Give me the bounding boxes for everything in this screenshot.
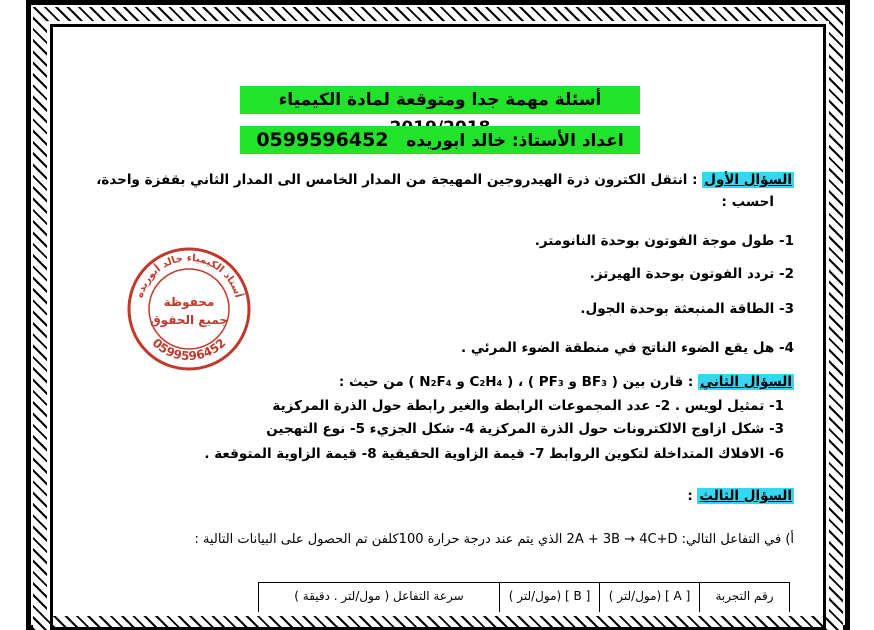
q1-line: السؤال الأول : انتقل الكترون ذرة الهيدروجين المهيجة من المدار الخامس الى المدار الثاني بقفزة واحدة،: [96, 172, 792, 188]
q1-item-2: 2- تردد الفوتون بوحدة الهيرتز.: [589, 266, 794, 282]
table-header-cell: [ B ] (مول/لتر ): [499, 583, 599, 612]
stamp-center-2: جميع الحقوق: [149, 313, 229, 327]
data-table-header: [258, 582, 790, 612]
table-header-cell: رقم التجربة: [699, 583, 789, 612]
q3-text: أ) في التفاعل التالي: 2A + 3B → 4C+D الذي يتم عند درجة حرارة 100كلفن تم الحصول على البيانات التالية :: [194, 532, 794, 547]
author-line: [240, 126, 640, 154]
q2-item-2: 3- شكل ازاوج الالكترونات حول الذرة المركزية 4- شكل الجزيء 5- نوع التهجين: [266, 421, 784, 437]
author-phone: 0599596452: [256, 129, 389, 151]
stamp-bottom-text: 0599596452: [149, 335, 229, 364]
q1-item-4: 4- هل يقع الضوء الناتج في منطقة الضوء المرئي .: [461, 340, 794, 356]
q3-line: السؤال الثالث :: [687, 488, 792, 504]
q2-item-1: 1- تمثيل لويس . 2- عدد المجموعات الرابطة والغير رابطة حول الذرة المركزية: [272, 398, 784, 414]
stamp-inner-ring: [149, 269, 229, 349]
q2-item-3: 6- الافلاك المتداخلة لتكوين الروابط 7- قيمة الزاوية الحقيقية 8- قيمة الزاوية المتوقعة .: [204, 446, 784, 462]
q1-text: انتقل الكترون ذرة الهيدروجين المهيجة من المدار الخامس الى المدار الثاني بقفزة واحدة،: [96, 172, 688, 188]
q2-label: السؤال الثاني: [700, 374, 792, 390]
stamp-center-1: محفوظة: [163, 295, 215, 309]
table-header-cell: [ A ] (مول/لتر ): [599, 583, 699, 612]
q3-label: السؤال الثالث: [699, 488, 792, 504]
q1-label: السؤال الأول: [704, 172, 792, 188]
q1-item-1: 1- طول موجة الفوتون بوحدة النانومتر.: [534, 233, 794, 249]
q1-item-3: 3- الطاقة المنبعثة بوحدة الجول.: [580, 301, 794, 317]
q2-intro: قارن بين ( BF₃ و PF₃ ) ، ( C₂H₄ و N₂F₄ ) من حيث :: [338, 374, 684, 390]
document-title: أسئلة مهمة جدا ومتوقعة لمادة الكيمياء: [240, 86, 640, 114]
q2-line: السؤال الثاني : قارن بين ( BF₃ و PF₃ ) ، ( C₂H₄ و N₂F₄ ) من حيث :: [338, 374, 792, 390]
q1-text2: احسب :: [721, 194, 774, 210]
table-header-cell: سرعة التفاعل ( مول/لتر . دقيقة ): [294, 589, 464, 603]
stamp-top-text: أستاذ الكيمياء خالد أبوريده: [134, 252, 244, 300]
teacher-stamp: [126, 246, 252, 372]
author-label: اعداد الأستاذ: خالد ابوريده: [406, 131, 624, 151]
